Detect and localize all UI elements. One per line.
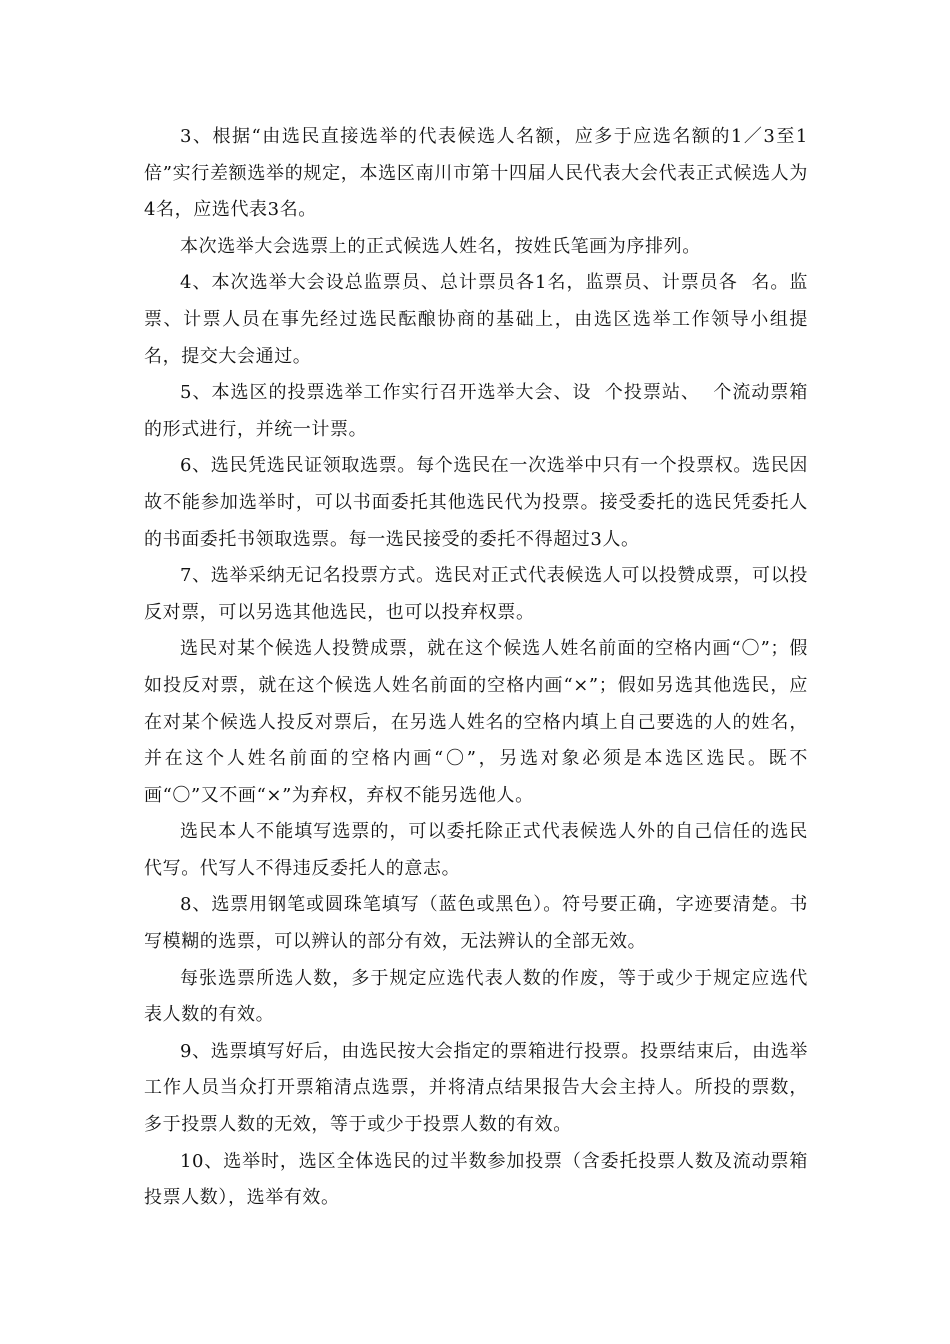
- document-body: [144, 119, 808, 1217]
- paragraph-item-5: 5、本选区的投票选举工作实行召开选举大会、设 个投票站、 个流动票箱的形式进行，并统一计票。: [144, 382, 808, 440]
- paragraph-item-10: 10、选举时，选区全体选民的过半数参加投票（含委托投票人数及流动票箱投票人数），选举有效。: [144, 1150, 808, 1209]
- paragraph-item-4: 4、本次选举大会设总监票员、总计票员各1名，监票员、计票员各 名。监票、计票人员在事先经过选民酝酿协商的基础上，由选区选举工作领导小组提名，提交大会通过。: [144, 272, 808, 367]
- paragraph-candidate-order: 本次选举大会选票上的正式候选人姓名，按姓氏笔画为序排列。: [180, 235, 701, 257]
- paragraph-item-6: 6、选民凭选民证领取选票。每个选民在一次选举中只有一个投票权。选民因故不能参加选举时，可以书面委托其他选民代为投票。接受委托的选民凭委托人的书面委托书领取选票。每一选民接受的委托不得超过3人。: [144, 455, 808, 550]
- paragraph-item-3: 3、根据“由选民直接选举的代表候选人名额，应多于应选名额的1／3至1倍”实行差额选举的规定，本选区南川市第十四届人民代表大会代表正式候选人为4名，应选代表3名。: [144, 126, 808, 221]
- paragraph-proxy-writing: 选民本人不能填写选票的，可以委托除正式代表候选人外的自己信任的选民代写。代写人不得违反委托人的意志。: [144, 821, 808, 879]
- paragraph-marking-rules: 选民对某个候选人投赞成票，就在这个候选人姓名前面的空格内画“〇”；假如投反对票，就在这个候选人姓名前面的空格内画“×”；假如另选其他选民，应在对某个候选人投反对票后，在另选人姓名的空格内填上自己要选的人的姓名，并在这个人姓名前面的空格内画“〇”，另选对象必须是本选区选民。既不画“〇”又不画“×”为弃权，弃权不能另选他人。: [144, 638, 808, 806]
- paragraph-ballot-validity: 每张选票所选人数，多于规定应选代表人数的作废，等于或少于规定应选代表人数的有效。: [144, 967, 808, 1026]
- paragraph-item-8: 8、选票用钢笔或圆珠笔填写（蓝色或黑色）。符号要正确，字迹要清楚。书写模糊的选票，可以辨认的部分有效，无法辨认的全部无效。: [144, 894, 808, 953]
- paragraph-item-9: 9、选票填写好后，由选民按大会指定的票箱进行投票。投票结束后，由选举工作人员当众打开票箱清点选票，并将清点结果报告大会主持人。所投的票数，多于投票人数的无效，等于或少于投票人数的有效。: [144, 1040, 808, 1136]
- paragraph-item-7: 7、选举采纳无记名投票方式。选民对正式代表候选人可以投赞成票，可以投反对票，可以另选其他选民，也可以投弃权票。: [144, 565, 808, 623]
